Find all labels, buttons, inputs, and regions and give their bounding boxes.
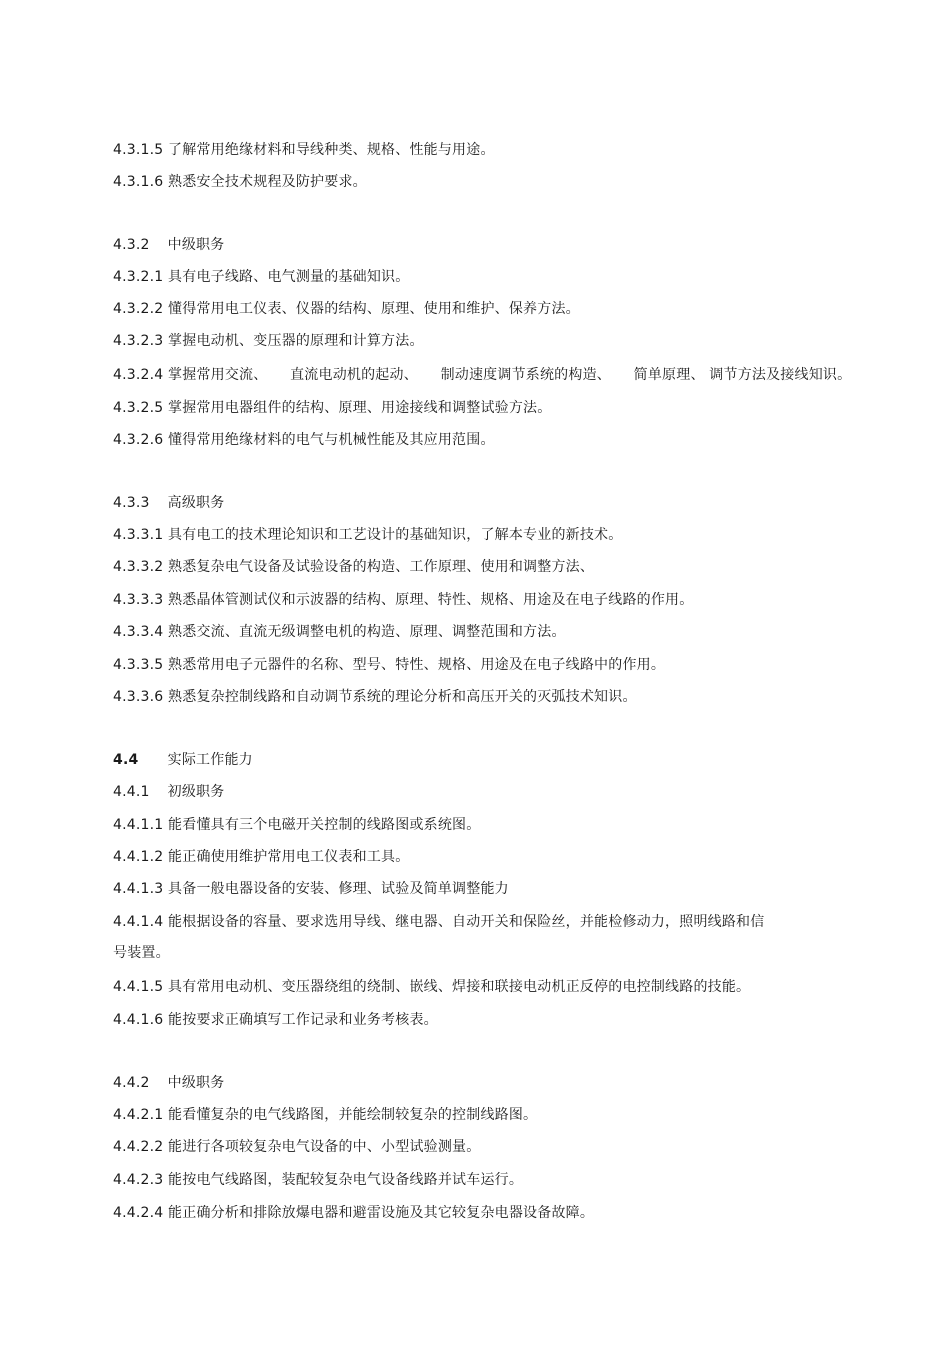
clause-number: 4.4.1.4 [113,914,164,930]
clause-number: 4.3.3.5 [113,657,164,673]
clause-number: 4.4.1.6 [113,1012,164,1028]
clause-text: 能看懂具有三个电磁开关控制的线路图或系统图。 [168,817,481,833]
clause-text: 能按要求正确填写工作记录和业务考核表。 [168,1012,438,1028]
clause-number: 4.3.1.5 [113,142,164,158]
section-title: 高级职务 [167,495,225,511]
clause-number: 4.3.3.4 [113,624,164,640]
section-4-4-2-heading [113,1073,224,1093]
clause-text-part: 直流电动机的起动、 [290,367,418,383]
clause-4-3-3-1 [113,525,622,545]
section-4-3-2-heading [113,235,224,255]
clause-4-4-1-2 [113,847,409,867]
section-number: 4.4 [113,752,139,768]
clause-4-4-1-4-continuation [113,943,170,963]
clause-4-4-1-4 [113,912,764,932]
clause-4-4-1-5 [113,977,750,997]
clause-text: 号装置。 [113,945,170,961]
clause-4-3-2-1 [113,267,409,287]
clause-text: 能看懂复杂的电气线路图，并能绘制较复杂的控制线路图。 [168,1107,538,1123]
section-4-4-heading [113,750,253,770]
clause-text: 能根据设备的容量、要求选用导线、继电器、自动开关和保险丝，并能检修动力，照明线路和信 [168,914,765,930]
section-4-4-1-heading [113,782,224,802]
clause-number: 4.4.1.2 [113,849,164,865]
clause-number: 4.4.2.4 [113,1205,164,1221]
clause-number: 4.4.2.1 [113,1107,164,1123]
clause-number: 4.3.2.2 [113,301,164,317]
clause-4-3-2-3 [113,331,424,351]
clause-4-3-3-5 [113,655,665,675]
clause-text: 熟悉晶体管测试仪和示波器的结构、原理、特性、规格、用途及在电子线路的作用。 [168,592,694,608]
clause-text: 具有电子线路、电气测量的基础知识。 [168,269,410,285]
clause-4-4-1-6 [113,1010,438,1030]
clause-number: 4.3.3.3 [113,592,164,608]
clause-text: 熟悉交流、直流无级调整电机的构造、原理、调整范围和方法。 [168,624,566,640]
clause-4-3-3-2 [113,557,594,577]
clause-4-3-2-6 [113,430,495,450]
clause-4-3-2-4 [113,365,851,385]
clause-4-3-2-5 [113,398,551,418]
clause-text-part: 制动速度调节系统的构造、 [440,367,611,383]
clause-number: 4.3.2.6 [113,432,164,448]
clause-4-4-1-3 [113,879,509,899]
clause-number: 4.4.1.5 [113,979,164,995]
clause-4-3-3-4 [113,622,566,642]
section-number: 4.4.2 [113,1075,150,1091]
clause-text: 熟悉安全技术规程及防护要求。 [168,174,367,190]
section-title: 中级职务 [167,1075,225,1091]
clause-text: 能按电气线路图，装配较复杂电气设备线路并试车运行。 [168,1172,524,1188]
clause-number: 4.3.3.2 [113,559,164,575]
clause-number: 4.3.3.6 [113,689,164,705]
clause-text-part: 简单原理、 [633,367,705,383]
clause-text: 熟悉复杂电气设备及试验设备的构造、工作原理、使用和调整方法、 [168,559,595,575]
clause-number: 4.4.1.3 [113,881,164,897]
clause-4-3-1-5 [113,140,495,160]
clause-text: 熟悉复杂控制线路和自动调节系统的理论分析和高压开关的灭弧技术知识。 [168,689,637,705]
section-title: 初级职务 [167,784,225,800]
clause-text: 具有电工的技术理论知识和工艺设计的基础知识，了解本专业的新技术。 [168,527,623,543]
clause-number: 4.3.2.5 [113,400,164,416]
clause-text: 能正确分析和排除放爆电器和避雷设施及其它较复杂电器设备故障。 [168,1205,595,1221]
clause-text: 具有常用电动机、变压器绕组的绕制、嵌线、焊接和联接电动机正反停的电控制线路的技能。 [168,979,751,995]
section-title: 实际工作能力 [167,752,253,768]
clause-4-4-1-1 [113,815,480,835]
clause-text: 了解常用绝缘材料和导线种类、规格、性能与用途。 [168,142,495,158]
clause-number: 4.3.2.3 [113,333,164,349]
clause-number: 4.4.1.1 [113,817,164,833]
clause-number: 4.3.2.4 [113,367,164,383]
clause-text: 熟悉常用电子元器件的名称、型号、特性、规格、用途及在电子线路中的作用。 [168,657,666,673]
clause-number: 4.3.3.1 [113,527,164,543]
clause-text: 具备一般电器设备的安装、修理、试验及简单调整能力 [168,881,509,897]
clause-number: 4.4.2.3 [113,1172,164,1188]
clause-4-3-1-6 [113,172,367,192]
clause-text: 懂得常用绝缘材料的电气与机械性能及其应用范围。 [168,432,495,448]
clause-text: 掌握常用电器组件的结构、原理、用途接线和调整试验方法。 [168,400,552,416]
clause-4-4-2-3 [113,1170,523,1190]
section-title: 中级职务 [167,237,225,253]
clause-4-4-2-2 [113,1137,480,1157]
section-number: 4.3.2 [113,237,150,253]
clause-text: 懂得常用电工仪表、仪器的结构、原理、使用和维护、保养方法。 [168,301,580,317]
clause-text: 能正确使用维护常用电工仪表和工具。 [168,849,410,865]
clause-4-4-2-1 [113,1105,537,1125]
clause-number: 4.3.2.1 [113,269,164,285]
section-number: 4.4.1 [113,784,150,800]
clause-text-part: 调节方法及接线知识。 [709,367,852,383]
section-number: 4.3.3 [113,495,150,511]
clause-text-part: 掌握常用交流、 [168,367,268,383]
clause-4-3-2-2 [113,299,580,319]
clause-number: 4.4.2.2 [113,1139,164,1155]
clause-4-4-2-4 [113,1203,594,1223]
clause-4-3-3-3 [113,590,693,610]
section-4-3-3-heading [113,493,224,513]
clause-text: 掌握电动机、变压器的原理和计算方法。 [168,333,424,349]
clause-number: 4.3.1.6 [113,174,164,190]
clause-text: 能进行各项较复杂电气设备的中、小型试验测量。 [168,1139,481,1155]
clause-4-3-3-6 [113,687,637,707]
